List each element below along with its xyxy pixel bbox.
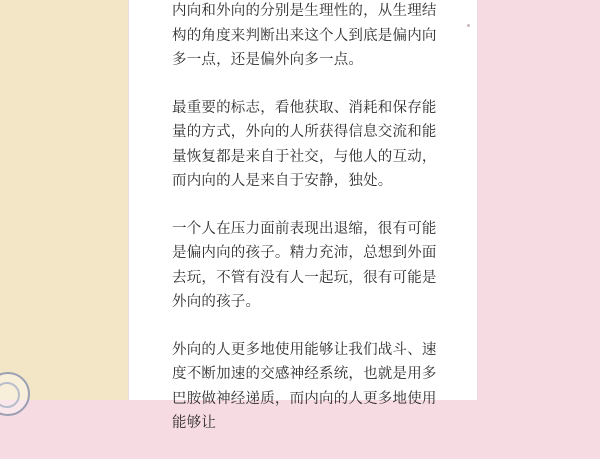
article-body (172, 0, 442, 459)
article-card (128, 0, 478, 431)
paragraph-4: 外向的人更多地使用能够让我们战斗、速度不断加速的交感神经系统，也就是用多巴胺做神经递质，而内向的人更多地使用能够让 (172, 341, 437, 431)
paragraph-3: 一个人在压力面前表现出退缩，很有可能是偏内向的孩子。精力充沛，总想到外面去玩，不管有没有人一起玩，很有可能是外向的孩子。 (172, 220, 437, 310)
scroll-indicator-dot (467, 24, 470, 27)
paragraph-1: 内向和外向的分别是生理性的，从生理结构的角度来判断出来这个人到底是偏内向多一点，还是偏外向多一点。 (172, 3, 437, 68)
left-decorative-frame (0, 0, 128, 400)
right-decorative-frame (478, 0, 600, 400)
paragraph-2: 最重要的标志，看他获取、消耗和保存能量的方式，外向的人所获得信息交流和能量恢复都是来自于社交，与他人的互动，而内向的人是来自于安静，独处。 (172, 99, 437, 189)
